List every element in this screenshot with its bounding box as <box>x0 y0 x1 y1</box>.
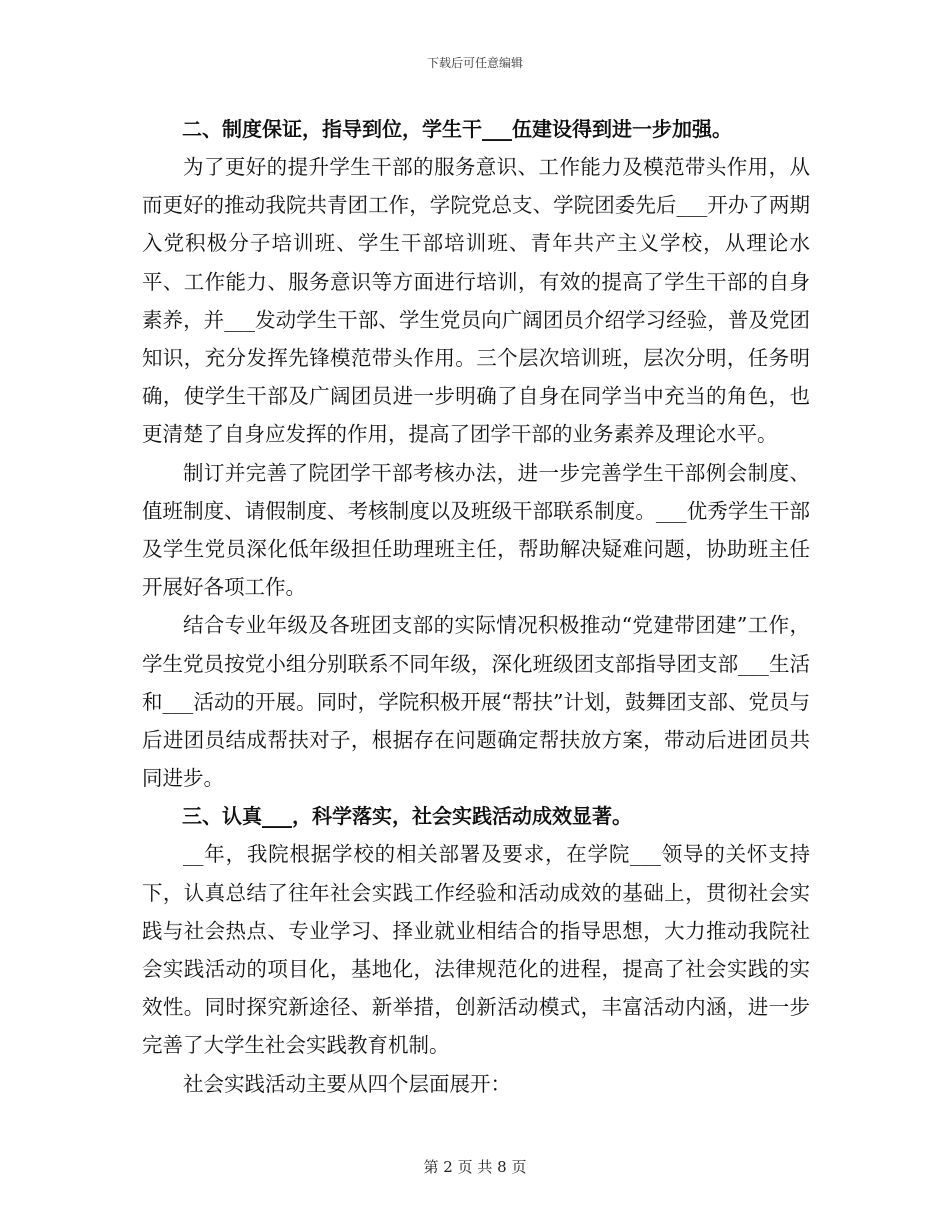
paragraph: __年，我院根据学校的相关部署及要求，在学院___领导的关怀支持下，认真总结了往年社会实践工作经验和活动成效的基础上，贯彻社会实践与社会热点、专业学习、择业就业相结合的指导思想，大力推动我院社会实践活动的项目化，基地化，法律规范化的进程，提高了社会实践的实效性。同时探究新途径、新举措，创新活动模式，丰富活动内涵，进一步完善了大学生社会实践教育机制。 <box>142 842 810 1058</box>
page-header-note: 下载后可任意编辑 <box>426 56 523 70</box>
document-body <box>142 110 810 1103</box>
page-number: 第 2 页 共 8 页 <box>423 1158 527 1176</box>
paragraph: 结合专业年级及各班团支部的实际情况积极推动“党建带团建”工作，学生党员按党小组分别联系不同年级，深化班级团支部指导团支部___生活和___活动的开展。同时，学院积极开展“帮扶”计划，鼓舞团支部、党员与后进团员结成帮扶对子，根据存在问题确定帮扶放方案，带动后进团员共同进步。 <box>142 613 810 791</box>
paragraph: 社会实践活动主要从四个层面展开： <box>183 1071 511 1096</box>
paragraph: 为了更好的提升学生干部的服务意识、工作能力及模范带头作用，从而更好的推动我院共青团工作，学院党总支、学院团委先后___开办了两期入党积极分子培训班、学生干部培训班、青年共产主义学校，从理论水平、工作能力、服务意识等方面进行培训，有效的提高了学生干部的自身素养，并___发动学生干部、学生党员向广阔团员介绍学习经验，普及党团知识，充分发挥先锋模范带头作用。三个层次培训班，层次分明，任务明确，使学生干部及广阔团员进一步明确了自身在同学当中充当的角色，也更清楚了自身应发挥的作用，提高了团学干部的业务素养及理论水平。 <box>142 155 810 447</box>
section-heading-2: 二、制度保证，指导到位，学生干___伍建设得到进一步加强。 <box>182 117 732 141</box>
section-heading-3: 三、认真___，科学落实，社会实践活动成效显著。 <box>182 804 632 829</box>
paragraph: 制订并完善了院团学干部考核办法，进一步完善学生干部例会制度、值班制度、请假制度、考核制度以及班级干部联系制度。___优秀学生干部及学生党员深化低年级担任助理班主任，帮助解决疑难问题，协助班主任开展好各项工作。 <box>142 460 810 600</box>
